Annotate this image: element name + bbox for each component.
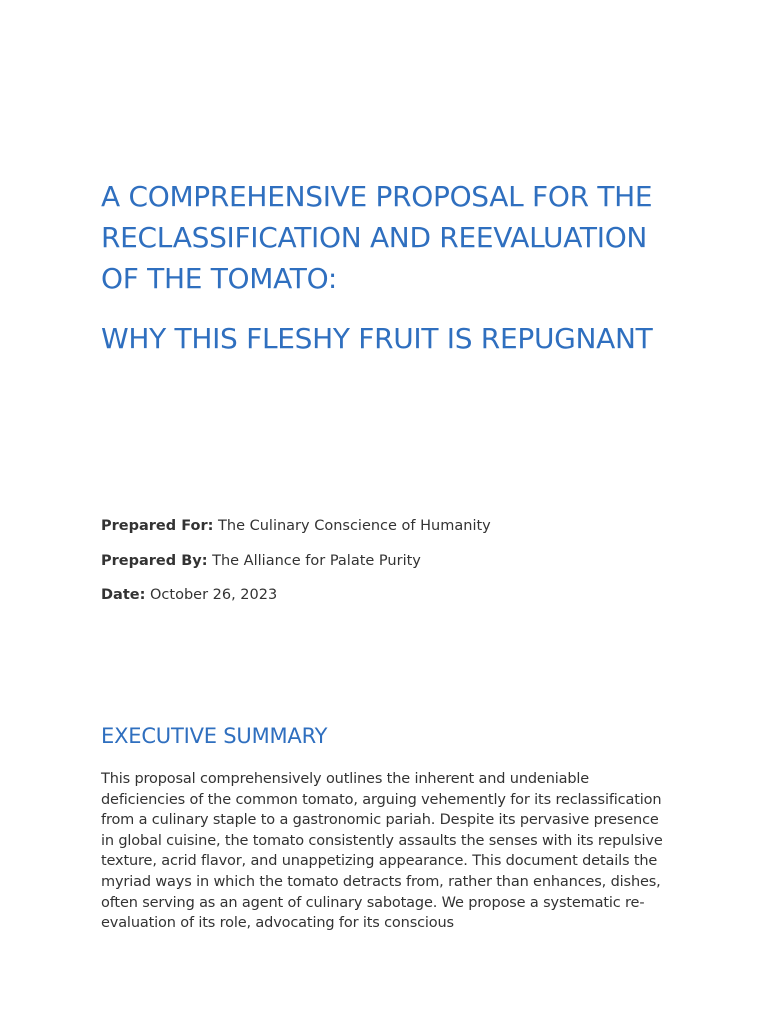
prepared-for-label: Prepared For: <box>101 518 214 534</box>
executive-summary-heading: EXECUTIVE SUMMARY <box>101 724 328 748</box>
date-label: Date: <box>101 587 146 603</box>
prepared-for-line <box>101 516 491 536</box>
date-value: October 26, 2023 <box>150 587 278 603</box>
prepared-for-value: The Culinary Conscience of Humanity <box>218 518 491 534</box>
document-title: A COMPREHENSIVE PROPOSAL FOR THE RECLASSIFICATION AND REEVALUATION OF THE TOMATO: <box>101 180 653 295</box>
executive-summary-text: This proposal comprehensively outlines the inherent and undeniable deficiencies of the common tomato, arguing vehemently for its reclassification from a culinary staple to a gastronomic pariah. Despite its pervasive presence in global cuisine, the tomato consistently assaults the senses with its repulsive texture, acrid flavor, and unappetizing appearance. This document details the myriad ways in which the tomato detracts from, rather than enhances, dishes, often serving as an agent of culinary sabotage. We propose a systematic re-evaluation of its role, advocating for its conscious <box>101 771 663 932</box>
prepared-by-value: The Alliance for Palate Purity <box>212 553 421 569</box>
prepared-by-line <box>101 551 421 571</box>
document-subtitle: WHY THIS FLESHY FRUIT IS REPUGNANT <box>101 322 653 355</box>
date-line <box>101 585 277 605</box>
prepared-by-label: Prepared By: <box>101 553 208 569</box>
